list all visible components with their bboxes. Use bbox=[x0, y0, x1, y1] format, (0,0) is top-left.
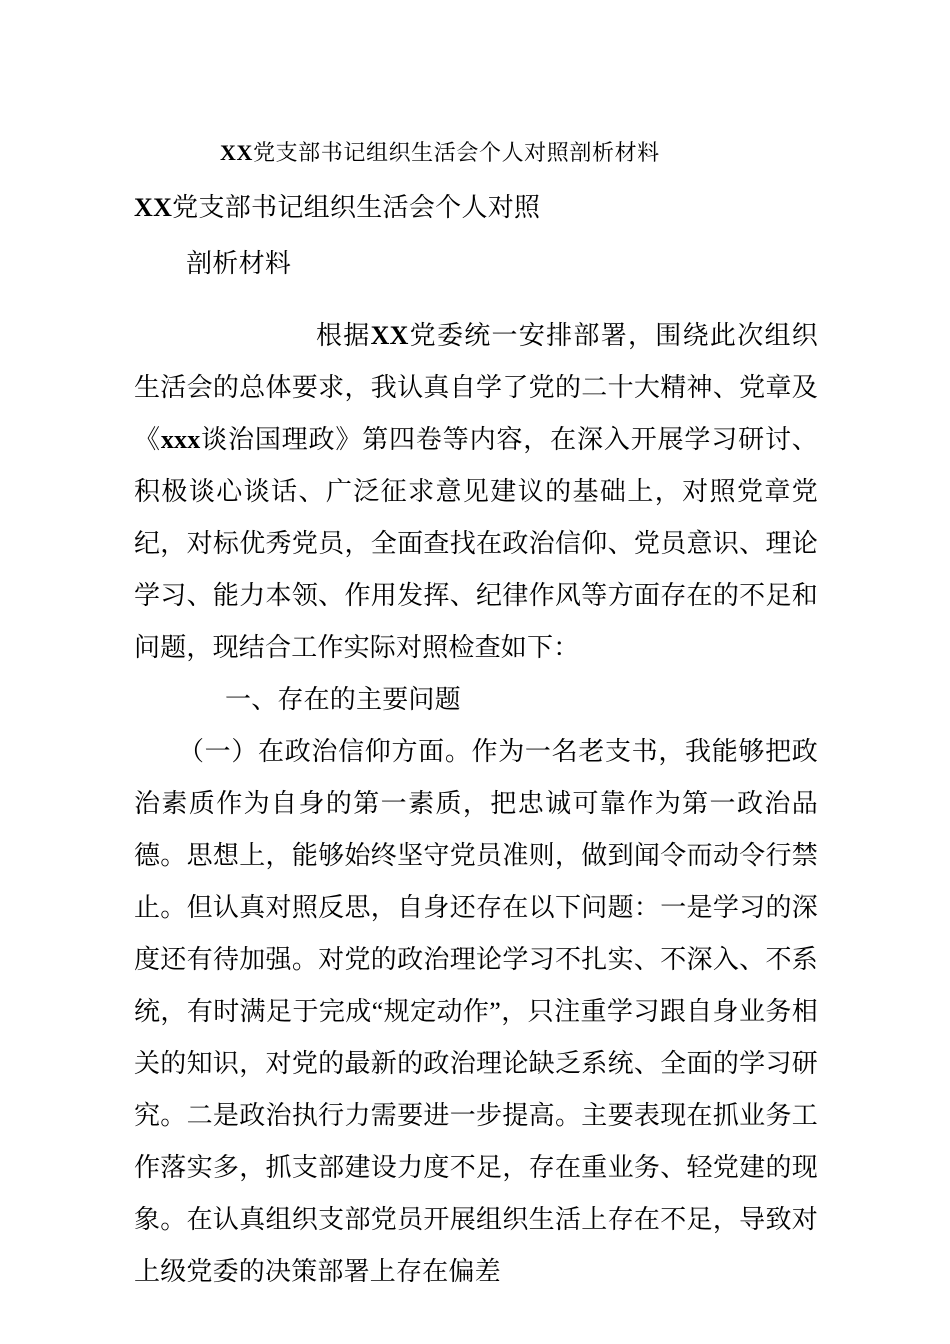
document-content bbox=[134, 0, 818, 1298]
document-title-rest: 党支部书记组织生活会个人对照剖析材料 bbox=[252, 140, 660, 165]
lead-paragraph bbox=[134, 290, 818, 674]
lead-paragraph-run-2: 党委统一安排部署，围绕此次组织生活会的总体要求，我认真自学了党的二十大精神、党章及《 bbox=[134, 321, 818, 454]
subsection-1-1-run-0: （一）在政治信仰方面。作为一名老支书，我能够把政治素质作为自身的第一素质，把忠诚可靠作为第一政治品德。思想上，能够始终坚守党员准则，做到闻令而动令行禁止。但认真对照反思，自身还存在以下问题：一是学习的深度还有待加强。对党的政治理论学习不扎实、不深入、不系统，有时满足于完成“规定动作”，只注重学习跟自身业务相关的知识，对党的最新的政治理论缺乏系统、全面的学习研究。二是政治执行力需要进一步提高。主要表现在抓业务工作落实多，抓支部建设力度不足，存在重业务、轻党建的现象。在认真组织支部党员开展组织生活上存在不足，导致对上级党委的决策部署上存在偏差 bbox=[134, 737, 818, 1286]
section-heading-1-run-0: 一、存在的主要问题 bbox=[225, 685, 461, 714]
document-subtitle-prefix: XX bbox=[134, 193, 173, 222]
subsection-1-1 bbox=[134, 726, 818, 1298]
document-subtitle-line-2: 剖析材料 bbox=[186, 249, 292, 278]
document-title bbox=[134, 0, 818, 176]
lead-paragraph-run-0: 根据 bbox=[316, 321, 371, 350]
document-subtitle-rest: 党支部书记组织生活会个人对照 bbox=[172, 193, 541, 222]
document-subtitle-line-1 bbox=[134, 176, 818, 234]
document-title-prefix: XX bbox=[220, 140, 253, 165]
lead-paragraph-run-4: 谈治国理政》第四卷等内容，在深入开展学习研讨、积极谈心谈话、广泛征求意见建议的基础上，对照党章党纪，对标优秀党员，全面查找在政治信仰、党员意识、理论学习、能力本领、作用发挥、纪律作风等方面存在的不足和问题，现结合工作实际对照检查如下： bbox=[134, 425, 818, 662]
document-body bbox=[134, 290, 818, 1298]
section-heading-1 bbox=[134, 674, 818, 726]
lead-paragraph-run-3: xxx bbox=[160, 425, 201, 454]
lead-paragraph-run-1: XX bbox=[370, 321, 409, 350]
